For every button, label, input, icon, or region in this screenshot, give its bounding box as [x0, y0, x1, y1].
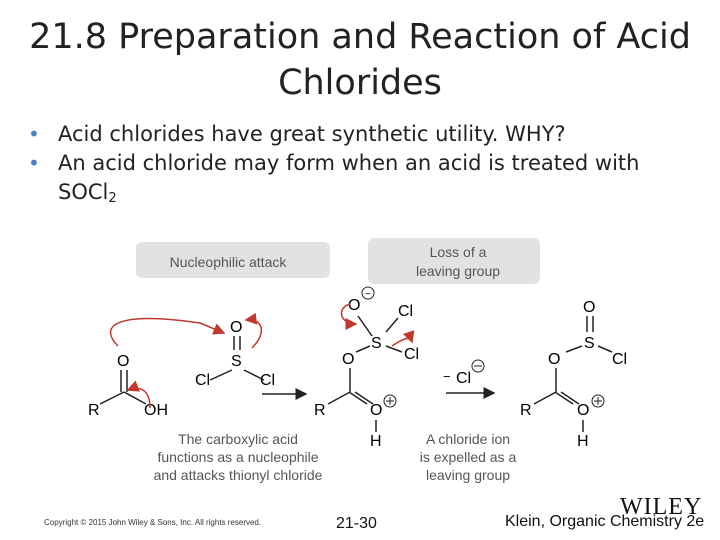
page-number: 21-30 [336, 515, 377, 532]
bullet-text: Acid chlorides have great synthetic utility. WHY? [58, 122, 566, 146]
atom-O: O [342, 351, 355, 368]
molecule-acid [88, 319, 224, 419]
bullet-subscript: 2 [108, 191, 117, 206]
atom-Cl: Cl [260, 372, 276, 389]
charge-minus: − [365, 289, 371, 300]
atom-Cl: Cl [456, 370, 472, 387]
caption-line: leaving group [425, 467, 511, 483]
atom-O: O [548, 351, 561, 368]
caption-line: A chloride ion [425, 431, 511, 447]
bullet-text: An acid chloride may form when an acid is treated with [58, 151, 640, 175]
atom-H: H [577, 433, 589, 450]
atom-Cl: Cl [195, 372, 211, 389]
molecule-socl2 [195, 319, 275, 389]
molecule-product [520, 299, 627, 450]
atom-S: S [584, 335, 595, 352]
chloride-minus: − [443, 369, 451, 384]
atom-Cl: Cl [398, 303, 414, 320]
loss-label-line2: leaving group [415, 263, 501, 279]
caption-line: The carboxylic acid [178, 431, 298, 447]
atom-S: S [371, 335, 382, 352]
copyright-text: Copyright © 2015 John Wiley & Sons, Inc. All rights reserved. [44, 518, 262, 527]
atom-O: O [348, 297, 361, 314]
bullet-dot-icon: • [28, 122, 40, 146]
bullet-text-cont: SOCl [58, 180, 109, 204]
reaction-scheme [0, 228, 720, 490]
title-line-2: Chlorides [278, 63, 442, 103]
wiley-logo: WILEY [620, 494, 703, 520]
bullet-dot-icon: • [28, 151, 40, 175]
bullet-item [28, 149, 708, 213]
atom-O: O [577, 402, 590, 419]
caption-step1 [154, 431, 323, 483]
atom-O: O [583, 299, 596, 316]
atom-OH: OH [144, 402, 168, 419]
atom-Cl: Cl [404, 346, 420, 363]
atom-R: R [88, 402, 100, 419]
book-credit: Klein, Organic Chemistry 2e [505, 513, 705, 530]
atom-R: R [314, 402, 326, 419]
bullet-item [28, 120, 708, 149]
atom-Cl: Cl [612, 351, 628, 368]
caption-line: functions as a nucleophile [157, 449, 319, 465]
caption-line: and attacks thionyl chloride [153, 467, 323, 483]
bullet-list [28, 120, 708, 213]
title-line-1: 21.8 Preparation and Reaction of Acid [29, 17, 691, 57]
atom-O: O [230, 319, 243, 336]
atom-O: O [370, 402, 383, 419]
molecule-intermediate [314, 287, 419, 450]
atom-H: H [370, 433, 382, 450]
caption-step2 [420, 431, 517, 483]
nucleophilic-label: Nucleophilic attack [169, 254, 287, 270]
atom-O: O [117, 353, 130, 370]
slide-title [0, 14, 720, 106]
loss-label-line1: Loss of a [429, 244, 487, 260]
atom-R: R [520, 402, 532, 419]
chloride-release [443, 360, 494, 393]
atom-S: S [231, 353, 242, 370]
caption-line: is expelled as a [419, 449, 517, 465]
